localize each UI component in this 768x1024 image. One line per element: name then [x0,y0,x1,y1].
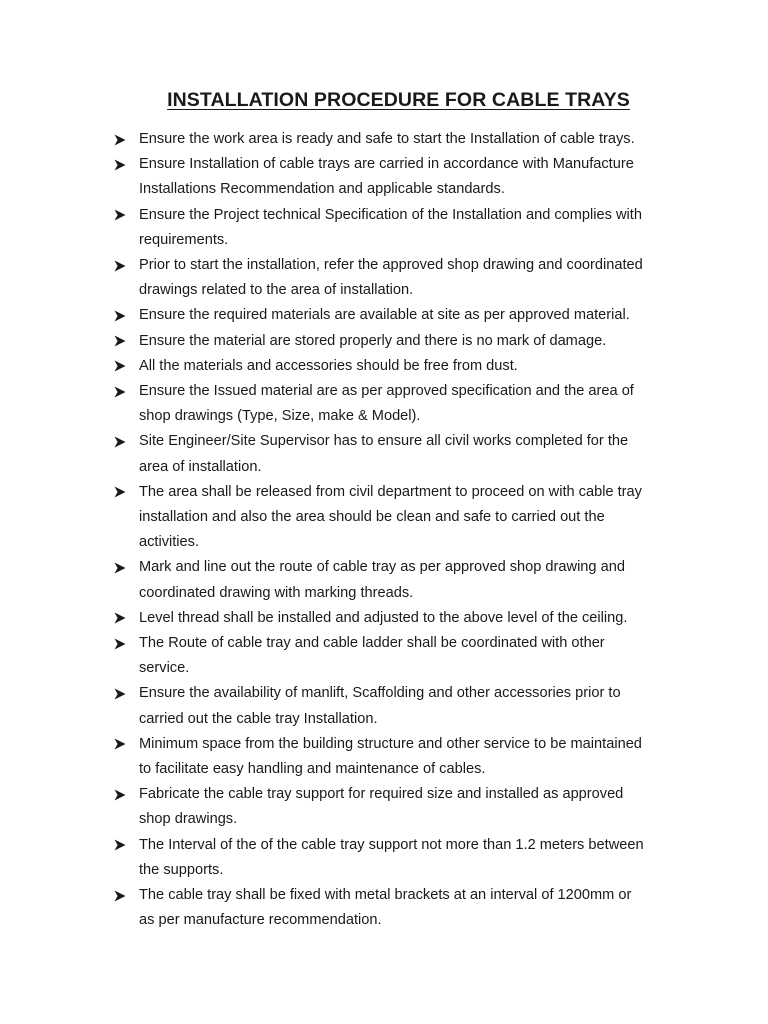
list-item-line: Ensure the Project technical Specification of the Installation and complies with [139,206,642,223]
list-item-text [139,782,684,832]
list-item-line: The cable tray shall be fixed with metal brackets at an interval of 1200mm or [139,887,632,904]
list-item-line: the supports. [139,861,224,878]
list-item-text [139,555,684,605]
list-item-line: coordinated drawing with marking threads. [139,584,414,601]
list-item [114,732,684,782]
list-item-line: activities. [139,534,200,551]
arrowhead-bullet-icon [114,253,139,278]
list-item-line: as per manufacture recommendation. [139,912,382,929]
arrowhead-bullet-icon [114,631,139,656]
list-item [114,555,684,605]
arrowhead-bullet-icon [114,152,139,177]
list-item-text [139,732,684,782]
arrowhead-bullet-icon [114,555,139,580]
list-item [114,127,684,152]
list-item [114,379,684,429]
document-title: INSTALLATION PROCEDURE FOR CABLE TRAYS [167,89,630,111]
list-item [114,883,684,933]
arrowhead-bullet-icon [114,303,139,328]
list-item [114,429,684,479]
arrowhead-bullet-icon [114,329,139,354]
list-item [114,681,684,731]
list-item-text [139,883,684,933]
list-item-line: Site Engineer/Site Supervisor has to ensure all civil works completed for the [139,433,629,450]
list-item-line: Mark and line out the route of cable tray as per approved shop drawing and [139,559,625,576]
list-item [114,303,684,328]
list-item-line: Minimum space from the building structure and other service to be maintained [139,735,642,752]
list-item-line: Level thread shall be installed and adjusted to the above level of the ceiling. [139,609,628,626]
list-item [114,833,684,883]
list-item [114,606,684,631]
list-item-line: installation and also the area should be clean and safe to carried out the [139,509,605,526]
list-item-text [139,480,684,556]
arrowhead-bullet-icon [114,203,139,228]
list-item [114,253,684,303]
arrowhead-bullet-icon [114,429,139,454]
list-item-text [139,379,684,429]
arrowhead-bullet-icon [114,883,139,908]
list-item-line: to facilitate easy handling and maintenance of cables. [139,761,486,778]
list-item-line: Ensure the Issued material are as per approved specification and the area of [139,383,634,400]
list-item-line: shop drawings (Type, Size, make & Model). [139,408,421,425]
list-item-text [139,152,684,202]
arrowhead-bullet-icon [114,833,139,858]
list-item-text [139,354,684,379]
list-item-line: requirements. [139,231,229,248]
list-item [114,354,684,379]
list-item-line: The Interval of the of the cable tray support not more than 1.2 meters between [139,836,644,853]
list-item-line: Ensure Installation of cable trays are carried in accordance with Manufacture [139,156,634,173]
list-item-line: The area shall be released from civil department to proceed on with cable tray [139,483,642,500]
list-item-text [139,127,684,152]
list-item-text [139,606,684,631]
list-item-line: The Route of cable tray and cable ladder shall be coordinated with other [139,635,605,652]
list-item [114,152,684,202]
list-item-line: Fabricate the cable tray support for required size and installed as approved [139,786,624,803]
list-item-text [139,203,684,253]
list-item-line: drawings related to the area of installation. [139,282,414,299]
list-item [114,782,684,832]
list-item-text [139,303,684,328]
list-item-line: All the materials and accessories should be free from dust. [139,357,518,374]
list-item-line: Ensure the required materials are available at site as per approved material. [139,307,630,324]
list-item-line: service. [139,660,190,677]
procedure-list [114,127,684,934]
list-item-line: Ensure the material are stored properly and there is no mark of damage. [139,332,607,349]
arrowhead-bullet-icon [114,606,139,631]
list-item [114,329,684,354]
list-item-text [139,429,684,479]
list-item [114,203,684,253]
arrowhead-bullet-icon [114,782,139,807]
list-item-text [139,631,684,681]
list-item-text [139,681,684,731]
arrowhead-bullet-icon [114,681,139,706]
arrowhead-bullet-icon [114,732,139,757]
list-item-line: shop drawings. [139,811,238,828]
list-item-text [139,833,684,883]
list-item-line: Ensure the work area is ready and safe to start the Installation of cable trays. [139,131,635,147]
list-item [114,480,684,556]
arrowhead-bullet-icon [114,480,139,505]
list-item-text [139,253,684,303]
list-item-line: Ensure the availability of manlift, Scaffolding and other accessories prior to [139,685,621,702]
list-item-line: Installations Recommendation and applicable standards. [139,181,505,198]
arrowhead-bullet-icon [114,379,139,404]
list-item-line: area of installation. [139,458,262,475]
list-item-text [139,329,684,354]
list-item-line: Prior to start the installation, refer the approved shop drawing and coordinated [139,257,643,274]
arrowhead-bullet-icon [114,354,139,379]
arrowhead-bullet-icon [114,127,139,152]
list-item [114,631,684,681]
list-item-line: carried out the cable tray Installation. [139,710,378,727]
